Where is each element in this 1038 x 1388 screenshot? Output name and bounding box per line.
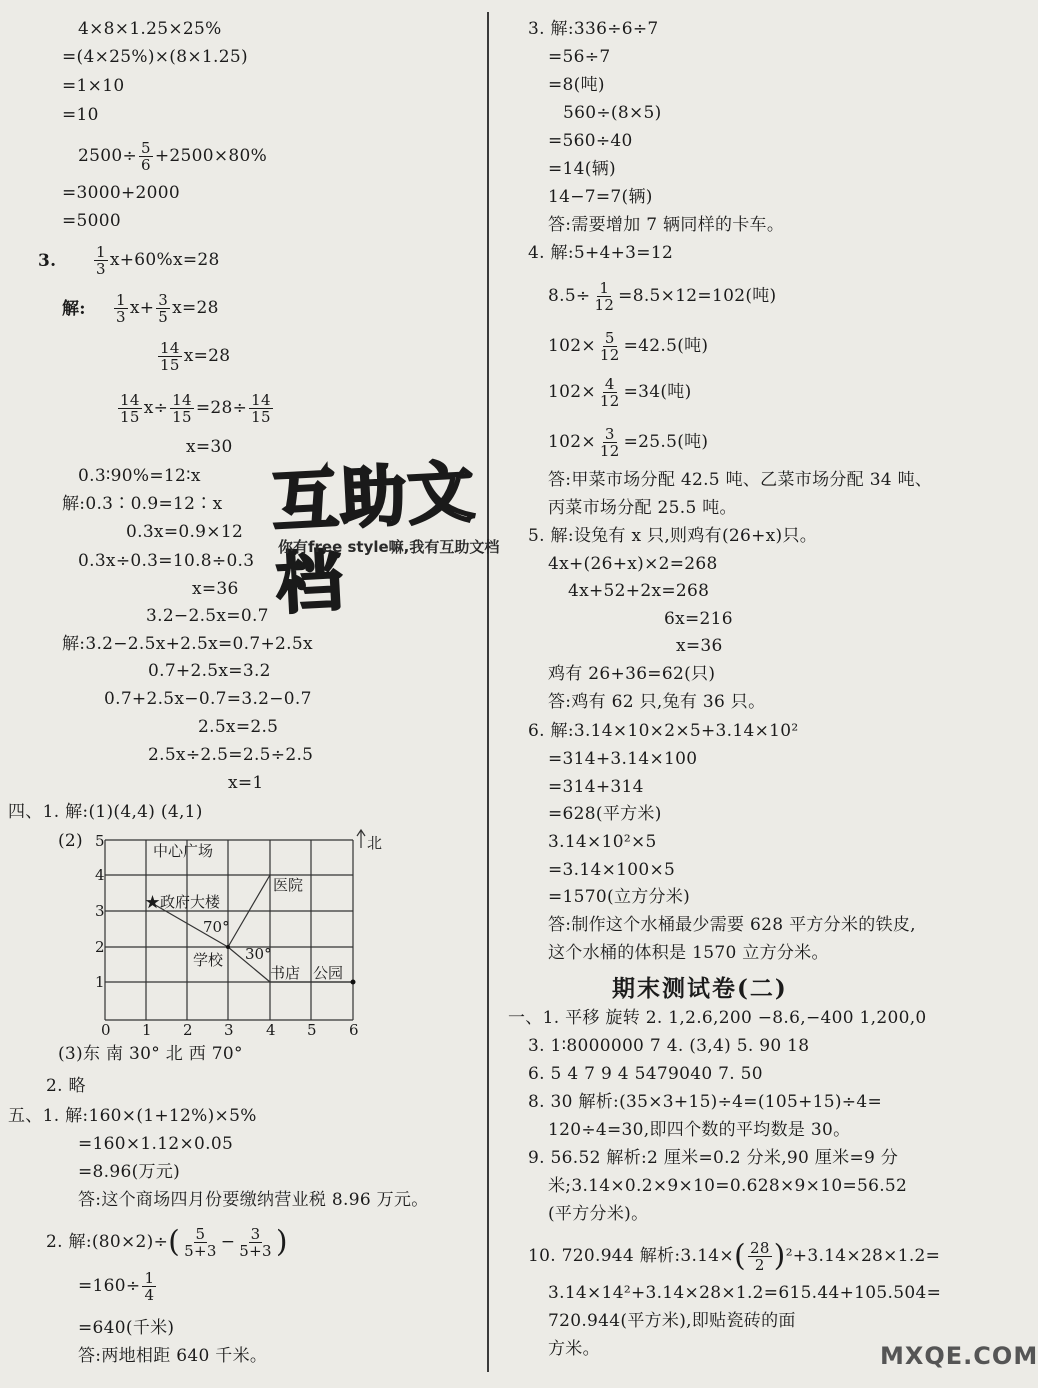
fraction [237,1226,274,1259]
equation-line [156,340,230,373]
denominator: 5+3 [239,1242,272,1260]
calc-line [548,280,776,313]
fraction [598,426,622,459]
calc-line: 6. 解:3.14×10×2×5+3.14×10² [528,721,799,741]
text: 10. 720.944 解析:3.14× [528,1246,734,1266]
equation-line: 0.3∶90%=12∶x [78,466,201,486]
text: x+60%x=28 [109,250,220,270]
equation-line: 解:0.3∶0.9=12∶x [62,494,223,514]
denominator: 12 [599,392,620,410]
calc-line: 560÷(8×5) [563,103,662,123]
y-tick: 2 [95,938,105,956]
calc-line: =1570(立方分米) [548,887,691,907]
fraction [118,392,142,425]
numerator: 5 [604,329,615,347]
answer-line: 答:甲菜市场分配 42.5 吨、乙菜市场分配 34 吨、 [548,470,933,490]
answer-line [528,1240,940,1273]
fraction [139,140,153,173]
calc-line: =5000 [62,211,122,231]
place-label: 书店 [270,964,301,982]
fraction [142,1270,156,1303]
answer-line: 米;3.14×0.2×9×10=0.628×9×10=56.52 [548,1176,908,1196]
item-answer: 2. 略 [46,1076,86,1096]
equation-line: 2.5x=2.5 [198,717,279,737]
text: =160÷ [78,1276,141,1296]
fraction [748,1240,772,1273]
calc-line [78,140,267,173]
calc-line: =(4×25%)×(8×1.25) [62,47,248,67]
calc-line: =3.14×100×5 [548,860,676,880]
calc-line [78,1270,158,1303]
text: +2500×80% [154,146,268,166]
answer-line: 答:两地相距 640 千米。 [78,1346,268,1366]
denominator: 12 [599,442,620,460]
text: x+ [129,298,155,318]
fraction [94,244,108,277]
denominator: 15 [120,408,140,426]
x-tick: 6 [349,1021,359,1039]
fraction [598,330,622,363]
text: 2. 解:(80×2)÷ [46,1232,169,1252]
numerator: 1 [96,243,106,261]
answer-line: 一、1. 平移 旋转 2. 1,2.6,200 −8.6,−400 1,200,0 [508,1008,927,1028]
denominator: 5+3 [184,1242,217,1260]
text: =28÷ [195,398,248,418]
answer-line: 720.944(平方米),即贴瓷砖的面 [548,1311,796,1331]
numerator: 5 [141,139,151,157]
calc-line: =8(吨) [548,75,605,95]
x-tick: 5 [307,1021,317,1039]
right-paren: ) [275,1224,288,1260]
denominator: 6 [141,156,151,174]
left-paren: ( [168,1224,181,1260]
watermark-title: 互助文档 [270,453,478,623]
angle-label: 30° [245,945,272,963]
calc-line [548,330,708,363]
text: 102× [548,432,596,452]
answer-line: 丙菜市场分配 25.5 吨。 [548,498,737,518]
numerator: 3 [604,425,615,443]
section-title: 期末测试卷(二) [612,975,788,1002]
corner-watermark: MXQE.COM [880,1342,1038,1370]
fraction [249,392,273,425]
y-tick: 4 [95,866,105,884]
text: 102× [548,336,596,356]
denominator: 4 [144,1286,155,1304]
x-tick: 0 [101,1021,111,1039]
solve-label: 解: [62,299,86,319]
calc-line: =1×10 [62,76,125,96]
calc-line: =560÷40 [548,131,633,151]
denominator: 15 [251,408,271,426]
place-label: 公园 [313,964,344,982]
fraction [158,340,182,373]
place-label: 学校 [193,951,224,969]
calc-line [548,426,708,459]
fraction [156,292,170,325]
calc-line: =160×1.12×0.05 [78,1134,234,1154]
calc-line: =314+314 [548,777,644,797]
denominator: 5 [158,308,169,326]
text: x=28 [183,346,231,366]
equation-line: x=36 [192,579,239,599]
denominator: 2 [754,1256,765,1274]
denominator: 3 [116,308,126,326]
numerator: 1 [144,1269,155,1287]
answer-line: 9. 56.52 解析:2 厘米=0.2 分米,90 厘米=9 分 [528,1148,899,1168]
fraction [598,376,622,409]
numerator: 4 [604,375,615,393]
calc-line: 3.14×10²×5 [548,832,657,852]
denominator: 12 [599,346,620,364]
section-four-line: 四、1. 解:(1)(4,4) (4,1) [8,802,203,822]
answer-line: 答:鸡有 62 只,兔有 36 只。 [548,692,766,712]
text: =34(吨) [623,382,692,402]
calc-line: 14−7=7(辆) [548,187,653,207]
calc-line: 鸡有 26+36=62(只) [548,664,716,684]
section-four-label: (2) [58,831,83,851]
numerator: 14 [160,339,180,357]
numerator: 5 [195,1225,206,1243]
calc-line [46,1226,288,1259]
fraction [182,1226,219,1259]
equation-line: 解:3.2−2.5x+2.5x=0.7+2.5x [62,634,313,654]
answer-line: 6. 5 4 7 9 4 5479040 7. 50 [528,1064,763,1084]
y-tick: 5 [95,832,105,850]
equation-line: 0.7+2.5x−0.7=3.2−0.7 [104,689,312,709]
calc-line: 6x=216 [664,609,733,629]
place-label: 医院 [273,876,304,894]
numerator: 1 [116,291,126,309]
text: 102× [548,382,596,402]
text: − [220,1232,236,1252]
text: =42.5(吨) [623,336,709,356]
equation-line [112,292,219,325]
answer-line: 答:需要增加 7 辆同样的卡车。 [548,215,785,235]
left-paren: ( [733,1238,746,1274]
fraction [114,292,128,325]
answer-line: 8. 30 解析:(35×3+15)÷4=(105+15)÷4= [528,1092,883,1112]
text: ²+3.14×28×1.2= [785,1246,941,1266]
equation-line: 0.7+2.5x=3.2 [148,661,271,681]
denominator: 15 [172,408,192,426]
column-divider [487,12,489,1372]
text: 2500÷ [78,146,138,166]
section-five-line: 五、1. 解:160×(1+12%)×5% [8,1106,257,1126]
numerator: 3 [250,1225,261,1243]
calc-line: x=36 [676,636,723,656]
y-tick: 1 [95,973,105,991]
calc-line: =314+3.14×100 [548,749,698,769]
calc-line: =640(千米) [78,1318,175,1338]
question-number: 3. [38,251,57,271]
park-dot [351,980,356,985]
fraction [170,392,194,425]
equation-line: 0.3x=0.9×12 [126,522,244,542]
answer-line: 120÷4=30,即四个数的平均数是 30。 [548,1120,851,1140]
numerator: 28 [749,1239,770,1257]
answer-line: 答:这个商场四月份要缴纳营业税 8.96 万元。 [78,1190,429,1210]
numerator: 3 [158,291,169,309]
y-tick: 3 [95,902,105,920]
answer-line: 这个水桶的体积是 1570 立方分米。 [548,943,829,963]
text: 8.5÷ [548,286,591,306]
answer-line: 3. 1∶8000000 7 4. (3,4) 5. 90 18 [528,1036,810,1056]
denominator: 15 [160,356,180,374]
calc-line: =8.96(万元) [78,1162,181,1182]
angle-label: 70° [203,918,230,936]
calc-line: =3000+2000 [62,183,181,203]
equation-line: x=30 [186,437,233,457]
direction-answer: (3)东 南 30° 北 西 70° [58,1044,243,1064]
calc-line: 4×8×1.25×25% [78,19,222,39]
north-label: 北 [367,834,383,852]
calc-line: 4x+(26+x)×2=268 [548,554,718,574]
x-tick: 3 [224,1021,234,1039]
calc-line: =628(平方米) [548,804,662,824]
place-label: 中心广场 [153,842,214,860]
calc-line [548,376,692,409]
fraction [592,280,616,313]
calc-line: 4x+52+2x=268 [568,581,710,601]
school-dot [226,945,230,949]
answer-line: 方米。 [548,1339,600,1359]
answer-line: 答:制作这个水桶最少需要 628 平方分米的铁皮, [548,915,916,935]
numerator: 14 [251,391,271,409]
watermark-subtitle: 你有free style嘛,我有互助文档 [278,538,500,556]
x-tick: 1 [142,1021,152,1039]
numerator: 14 [172,391,192,409]
calc-line: 5. 解:设兔有 x 只,则鸡有(26+x)只。 [528,526,818,546]
denominator: 12 [594,296,615,314]
equation-line [116,392,275,425]
right-paren: ) [773,1238,786,1274]
calc-line: =10 [62,105,99,125]
equation-line: 0.3x÷0.3=10.8÷0.3 [78,551,255,571]
x-tick: 2 [183,1021,193,1039]
calc-line: 4. 解:5+4+3=12 [528,243,674,263]
place-label: ★政府大楼 [145,893,221,911]
denominator: 3 [96,260,106,278]
answer-line: 3.14×14²+3.14×28×1.2=615.44+105.504= [548,1283,942,1303]
text: =8.5×12=102(吨) [618,286,777,306]
text: =25.5(吨) [623,432,709,452]
numerator: 14 [120,391,140,409]
text: x÷ [143,398,169,418]
equation-line: 2.5x÷2.5=2.5÷2.5 [148,745,314,765]
position-map [95,830,395,1038]
calc-line: =14(辆) [548,159,616,179]
x-tick: 4 [266,1021,276,1039]
equation-line: 3.2−2.5x=0.7 [146,606,269,626]
calc-line: 3. 解:336÷6÷7 [528,19,659,39]
equation-line [92,244,220,277]
answer-line: (平方分米)。 [548,1204,649,1224]
text: x=28 [172,298,219,318]
equation-line: x=1 [228,773,264,793]
numerator: 1 [599,279,610,297]
calc-line: =56÷7 [548,47,611,67]
